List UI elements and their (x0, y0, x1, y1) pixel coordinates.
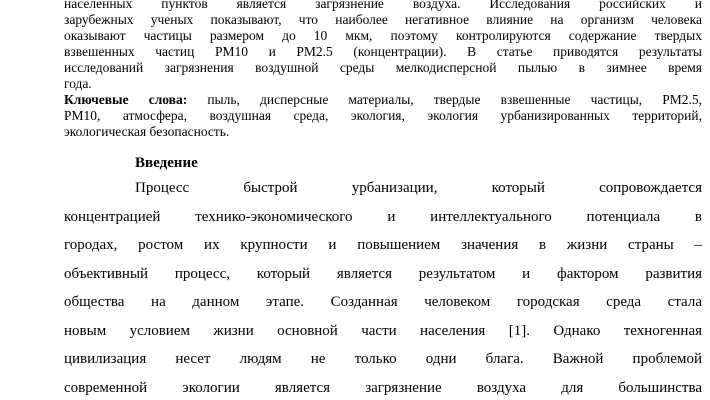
keywords-paragraph (64, 92, 702, 140)
section-heading: Введение (135, 155, 198, 171)
text-line: экологическая безопасность. (64, 124, 230, 139)
text-line: цивилизация несет людям не только одни блага. Важной проблемой (64, 351, 702, 367)
text-line: городах, ростом их крупности и повышением значения в жизни страны – (64, 237, 702, 253)
text-line: исследований загрязнения воздушной среды мелкодисперсной пылью в зимнее время (64, 60, 702, 75)
introduction-paragraph (64, 174, 702, 400)
text-line: населенных пунктов является загрязнение воздуха. Исследования российских и (64, 0, 702, 11)
document-text-block (64, 0, 702, 400)
text-line: оказывают частицы размером до 10 мкм, поэтому контролируются содержание твердых (64, 28, 702, 43)
text-line: РМ10, атмосфера, воздушная среда, экология, экология урбанизированных территорий, (64, 108, 702, 123)
text-line: зарубежных ученых показывают, что наиболее негативное влияние на организм человека (64, 12, 702, 27)
text-line (64, 92, 702, 108)
text-line: современной экологии является загрязнение воздуха для большинства (64, 379, 702, 396)
keywords-text: пыль, дисперсные материалы, твердые взвешенные частицы, РМ2.5, (207, 92, 702, 107)
text-line: новым условием жизни основной части населения [1]. Однако техногенная (64, 322, 702, 339)
text-line: концентрацией технико-экономического и интеллектуального потенциала в (64, 208, 702, 225)
text-line: Процесс быстрой урбанизации, который сопровождается (135, 180, 702, 196)
text-line: взвешенных частиц РМ10 и РМ2.5 (концентрации). В статье приводятся результаты (64, 44, 702, 59)
abstract-paragraph (64, 0, 702, 92)
text-line: года. (64, 76, 92, 91)
text-line: общества на данном этапе. Созданная человеком городская среда стала (64, 294, 702, 310)
keywords-label: Ключевые слова: (64, 92, 188, 107)
text-line: объективный процесс, который является результатом и фактором развития (64, 265, 702, 282)
